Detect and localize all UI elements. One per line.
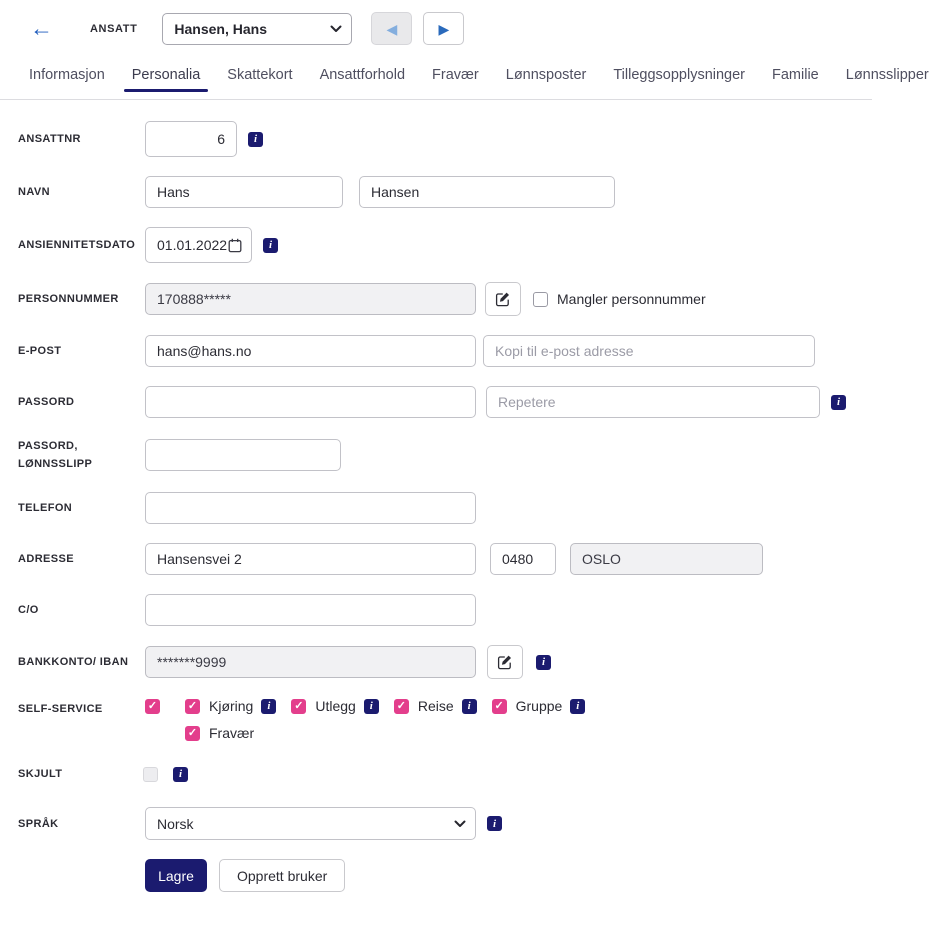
utlegg-checkbox[interactable] (291, 699, 306, 714)
check-icon: ✓ (187, 726, 198, 739)
co-label: C/O (18, 604, 39, 617)
telefon-input[interactable] (145, 492, 476, 524)
next-arrow-icon: ▶ (438, 20, 450, 37)
ansiennitetsdato-value: 01.01.2022 (157, 237, 228, 253)
pencil-icon (495, 291, 511, 307)
gruppe-label: Gruppe (515, 698, 563, 715)
tab-ansattforhold[interactable]: Ansattforhold (319, 67, 406, 83)
edit-personnummer-button[interactable] (485, 282, 521, 316)
reise-label: Reise (417, 698, 454, 715)
next-employee-button[interactable] (423, 12, 464, 45)
bankkonto-label: BANKKONTO/ IBAN (18, 656, 129, 669)
tab-familie[interactable]: Familie (772, 67, 819, 83)
info-icon[interactable]: i (261, 699, 276, 714)
telefon-label: TELEFON (18, 502, 73, 515)
epost-label: E-POST (18, 344, 62, 357)
passord-row (18, 386, 872, 418)
navn-row (18, 176, 872, 208)
passord-lonnsslipp-row (18, 437, 872, 473)
calendar-icon[interactable] (228, 238, 242, 253)
fravaer-checkbox[interactable] (185, 726, 200, 741)
employee-select-wrap (162, 13, 352, 45)
gruppe-checkbox[interactable] (492, 699, 507, 714)
info-icon[interactable]: i (364, 699, 379, 714)
sprak-select-wrap (145, 807, 476, 840)
check-icon: ✓ (294, 699, 304, 712)
tab-tilleggsopplysninger[interactable]: Tilleggsopplysninger (613, 67, 746, 83)
utlegg-label: Utlegg (315, 698, 356, 715)
kjoring-checkbox[interactable] (185, 699, 200, 714)
info-icon[interactable]: i (173, 767, 188, 782)
personnummer-input (145, 283, 476, 315)
tab-skattekort[interactable]: Skattekort (227, 67, 293, 83)
self-service-master-checkbox[interactable] (145, 699, 160, 714)
check-icon: ✓ (147, 699, 158, 712)
ansatt-label: ANSATT (90, 22, 138, 35)
bankkonto-input (145, 646, 476, 678)
check-icon: ✓ (187, 699, 198, 712)
employee-select[interactable] (162, 13, 352, 45)
adresse-poststed-input (570, 543, 763, 575)
check-icon: ✓ (396, 699, 406, 712)
ansiennitetsdato-label: ANSIENNITETSDATO (18, 238, 136, 251)
navn-label: NAVN (18, 185, 50, 198)
bankkonto-row (18, 645, 872, 679)
telefon-row (18, 492, 872, 524)
skjult-label: SKJULT (18, 768, 63, 781)
sprak-label: SPRÅK (18, 817, 59, 830)
passord-lonnsslipp-label: PASSORD, LØNNSSLIPP (18, 440, 93, 471)
sprak-row (18, 807, 872, 840)
self-service-line-2 (145, 725, 600, 741)
passord-repeat-input[interactable] (486, 386, 820, 418)
epost-copy-input[interactable] (483, 335, 815, 367)
info-icon[interactable]: i (263, 238, 278, 253)
ansattnr-row (18, 121, 872, 157)
ansattnr-label: ANSATTNR (18, 132, 81, 145)
info-icon[interactable]: i (487, 816, 502, 831)
adresse-row (18, 543, 872, 575)
personalia-form (0, 100, 872, 936)
ansiennitetsdato-input[interactable] (145, 227, 252, 263)
back-button[interactable] (30, 17, 53, 40)
topbar (0, 0, 872, 45)
personnummer-row (18, 282, 872, 316)
passord-label: PASSORD (18, 395, 75, 408)
epost-row (18, 335, 872, 367)
ansiennitetsdato-row (18, 227, 872, 263)
self-service-option-gruppe (492, 698, 586, 714)
info-icon[interactable]: i (462, 699, 477, 714)
tab-lonnsslipper[interactable]: Lønnsslipper (845, 67, 929, 83)
info-icon[interactable]: i (536, 655, 551, 670)
adresse-postnr-input[interactable] (490, 543, 556, 575)
first-name-input[interactable] (145, 176, 343, 208)
adresse-street-input[interactable] (145, 543, 476, 575)
info-icon[interactable]: i (570, 699, 585, 714)
tab-personalia[interactable]: Personalia (131, 67, 202, 99)
tab-lonnsposter[interactable]: Lønnsposter (505, 67, 587, 83)
pencil-icon (497, 654, 513, 670)
self-service-label: SELF-SERVICE (18, 703, 103, 716)
ansattnr-input[interactable] (145, 121, 237, 157)
mangler-personnummer-checkbox[interactable] (533, 292, 548, 307)
epost-input[interactable] (145, 335, 476, 367)
reise-checkbox[interactable] (394, 699, 409, 714)
edit-bankkonto-button[interactable] (487, 645, 523, 679)
skjult-checkbox[interactable] (143, 767, 158, 782)
self-service-option-utlegg (291, 698, 378, 714)
fravaer-label: Fravær (209, 725, 255, 742)
adresse-label: ADRESSE (18, 553, 74, 566)
co-input[interactable] (145, 594, 476, 626)
info-icon[interactable]: i (831, 395, 846, 410)
self-service-row (18, 698, 872, 741)
last-name-input[interactable] (359, 176, 615, 208)
tab-informasjon[interactable]: Informasjon (29, 67, 105, 83)
tab-bar (0, 67, 929, 100)
self-service-option-fravaer (185, 725, 254, 741)
skjult-row (18, 765, 872, 783)
self-service-line-1 (145, 698, 600, 714)
actions-row (18, 859, 872, 892)
tab-fravaer[interactable]: Fravær (432, 67, 479, 83)
previous-arrow-icon: ◀ (386, 20, 398, 37)
mangler-personnummer-label: Mangler personnummer (557, 291, 706, 307)
self-service-option-kjoring (185, 698, 276, 714)
back-arrow-icon: ← (30, 15, 53, 41)
passord-lonnsslipp-input[interactable] (145, 439, 341, 471)
check-icon: ✓ (494, 699, 504, 712)
passord-input[interactable] (145, 386, 476, 418)
create-user-button[interactable]: Opprett bruker (219, 859, 345, 892)
previous-employee-button[interactable] (371, 12, 412, 45)
info-icon[interactable]: i (248, 132, 263, 147)
kjoring-label: Kjøring (209, 698, 254, 715)
save-button[interactable]: Lagre (145, 859, 207, 892)
sprak-select[interactable] (145, 807, 476, 840)
co-row (18, 594, 872, 626)
self-service-option-reise (394, 698, 477, 714)
personnummer-label: PERSONNUMMER (18, 292, 119, 305)
